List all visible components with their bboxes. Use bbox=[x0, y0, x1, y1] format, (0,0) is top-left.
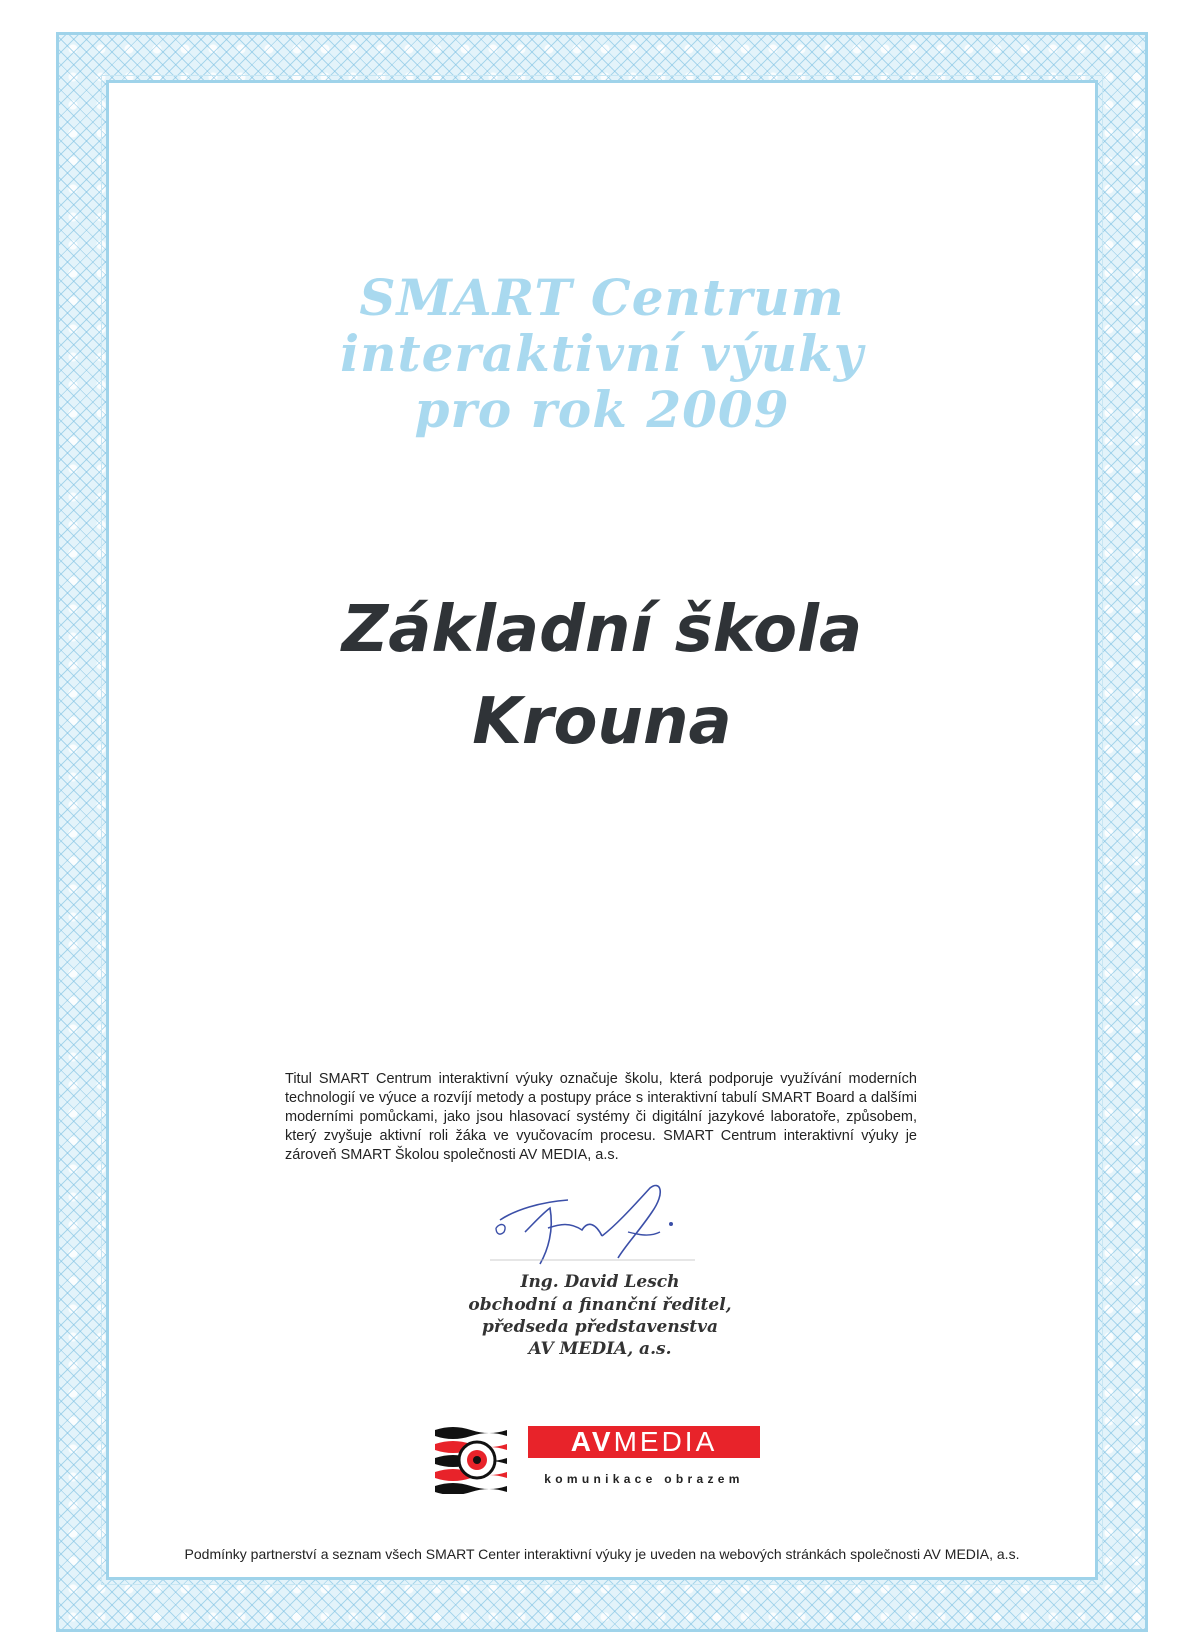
signer-company: AV MEDIA, a.s. bbox=[528, 1339, 672, 1359]
school-name-line-2: Krouna bbox=[472, 685, 732, 759]
signature-image bbox=[490, 1180, 700, 1270]
certificate-title-line-1: SMART Centrum bbox=[359, 268, 845, 327]
footer-note: Podmínky partnerství a seznam všech SMART Center interaktivní výuky je uveden na webových stránkách společnosti AV MEDIA, a.s. bbox=[184, 1546, 1020, 1562]
logo-tagline: komunikace obrazem bbox=[544, 1472, 744, 1486]
logo-brand-media: MEDIA bbox=[613, 1426, 718, 1457]
certificate-description: Titul SMART Centrum interaktivní výuky označuje školu, která podporuje využívání moderních technologií ve výuce a rozvíjí metody a postupy práce s interaktivní tabulí SMART Board a dalšími moderními pomůckami, jako jsou hlasovací systémy či digitální jazykové laboratoře, způsobem, který zvyšuje aktivní roli žáka ve vyučovacím procesu. SMART Centrum interaktivní výuky je zároveň SMART Školou společnosti AV MEDIA, a.s. bbox=[285, 1071, 917, 1163]
av-media-logo-text bbox=[528, 1426, 760, 1458]
signer-role-line-1: obchodní a finanční ředitel, bbox=[468, 1295, 732, 1315]
certificate-title-line-3: pro rok 2009 bbox=[414, 380, 790, 439]
av-media-eye-logo-icon bbox=[433, 1422, 509, 1494]
signer-role-line-2: předseda představenstva bbox=[481, 1317, 719, 1337]
certificate-title-line-2: interaktivní výuky bbox=[340, 324, 864, 383]
school-name-line-1: Základní škola bbox=[341, 593, 863, 667]
logo-brand-av: AV bbox=[570, 1426, 614, 1457]
signer-name: Ing. David Lesch bbox=[520, 1272, 680, 1292]
